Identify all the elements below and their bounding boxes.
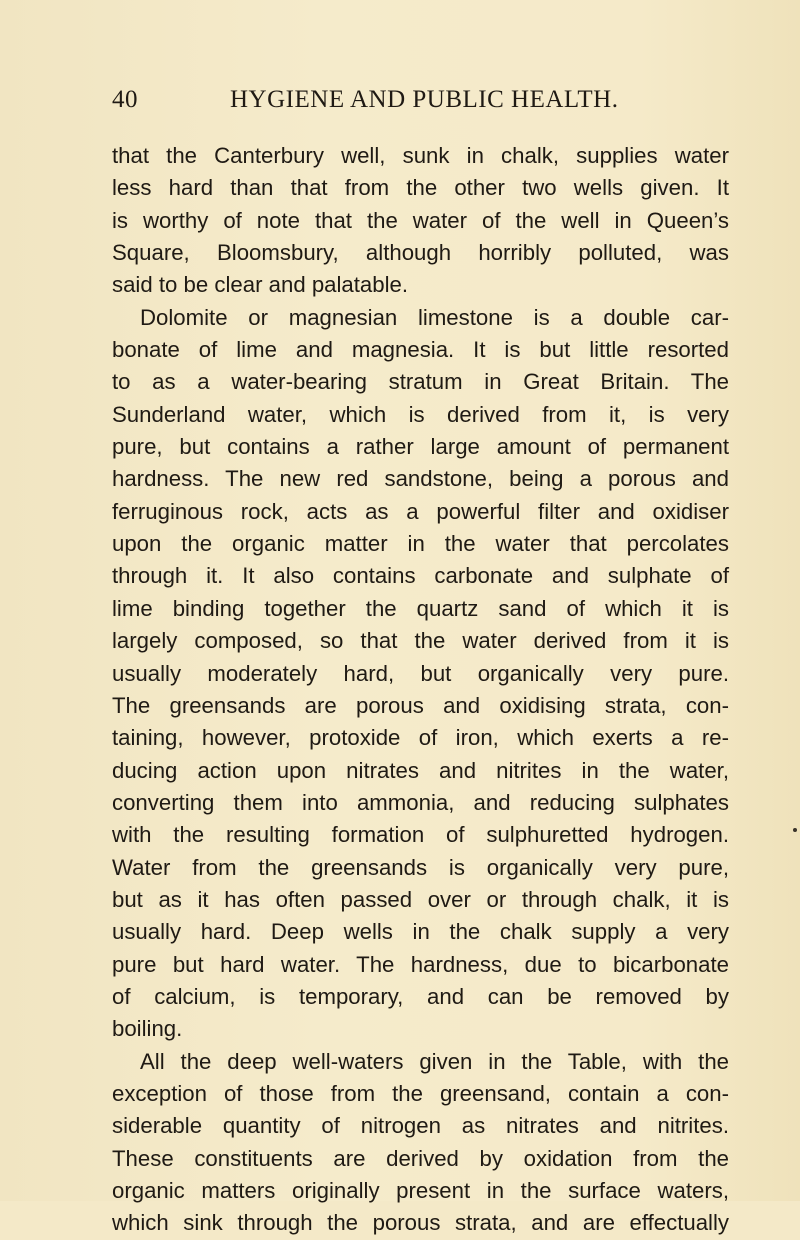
text-line: through it. It also contains carbonate and sulphate of [112,563,729,589]
text-line: boiling. [112,1016,183,1042]
text-line: The greensands are porous and oxidising strata, con- [112,692,729,718]
text-line: is worthy of note that the water of the well in Queen’s [112,207,729,233]
running-title: HYGIENE AND PUBLIC HEALTH. [230,86,619,113]
text-line: siderable quantity of nitrogen as nitrates and nitrites. [112,1113,729,1139]
text-line: but as it has often passed over or through chalk, it is [112,886,729,912]
text-line: taining, however, protoxide of iron, which exerts a re- [112,725,729,751]
text-line: Dolomite or magnesian limestone is a double car- [140,304,729,330]
text-line: usually hard. Deep wells in the chalk supply a very [112,919,729,945]
text-line: with the resulting formation of sulphuretted hydrogen. [112,822,729,848]
text-line: bonate of lime and magnesia. It is but little resorted [112,337,729,363]
text-line: hardness. The new red sandstone, being a porous and [112,466,729,492]
text-line: that the Canterbury well, sunk in chalk, supplies water [112,143,729,168]
text-line: lime binding together the quartz sand of which it is [112,595,729,621]
text-line: which sink through the porous strata, and are effectually [112,1210,729,1236]
page-number: 40 [112,86,138,113]
text-line: ferruginous rock, acts as a powerful filter and oxidiser [112,498,729,524]
text-line: of calcium, is temporary, and can be removed by [112,983,729,1009]
body-text [112,140,729,1240]
margin-speck [793,828,797,832]
text-line: upon the organic matter in the water that percolates [112,531,729,557]
text-line: to as a water-bearing stratum in Great Britain. The [112,369,729,395]
text-line: exception of those from the greensand, contain a con- [112,1080,729,1106]
text-line: ducing action upon nitrates and nitrites in the water, [112,757,729,783]
text-line: pure, but contains a rather large amount of permanent [112,434,729,460]
text-line: Sunderland water, which is derived from it, is very [112,401,729,427]
text-line: said to be clear and palatable. [112,272,409,298]
text-line: converting them into ammonia, and reducing sulphates [112,789,729,815]
text-line: organic matters originally present in the surface waters, [112,1178,729,1203]
text-line: These constituents are derived by oxidation from the [112,1145,729,1171]
text-line: All the deep well-waters given in the Table, with the [140,1048,729,1074]
text-line: largely composed, so that the water derived from it is [112,628,729,654]
text-line: usually moderately hard, but organically very pure. [112,660,729,686]
text-line: less hard than that from the other two wells given. It [112,175,729,201]
text-line: Water from the greensands is organically very pure, [112,854,729,880]
page-header [112,86,712,122]
text-line: Square, Bloomsbury, although horribly polluted, was [112,240,729,266]
text-line: pure but hard water. The hardness, due to bicarbonate [112,951,729,977]
